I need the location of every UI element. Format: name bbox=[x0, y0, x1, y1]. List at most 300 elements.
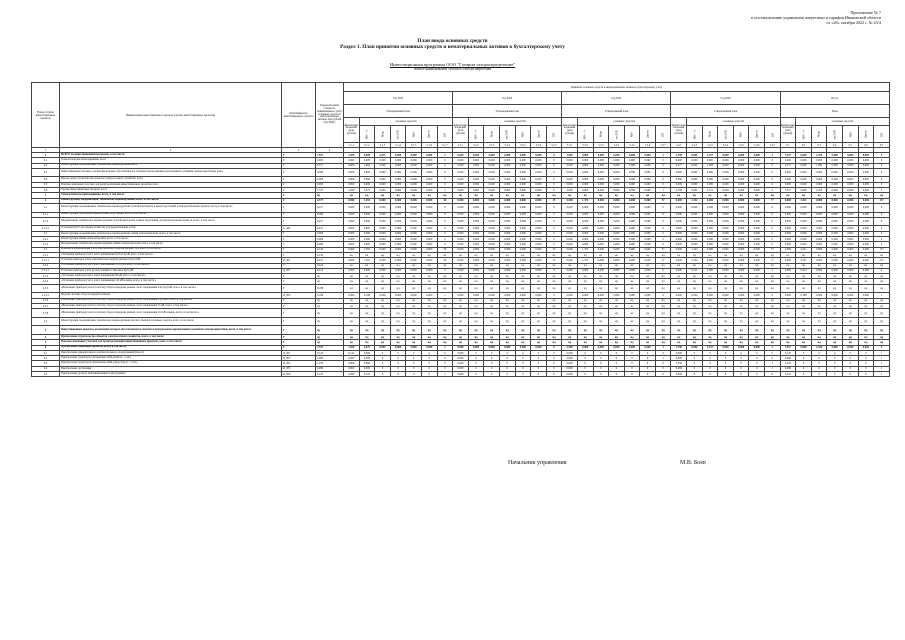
table-cell: 0 bbox=[609, 350, 625, 355]
table-cell: 0 bbox=[874, 182, 890, 187]
table-cell: нд bbox=[421, 317, 437, 326]
table-cell: нд bbox=[406, 340, 422, 345]
table-cell: 0 bbox=[484, 356, 500, 361]
table-cell: 0 bbox=[406, 372, 422, 377]
table-cell: 0,000 bbox=[421, 217, 437, 226]
table-cell: 2 bbox=[765, 345, 781, 350]
table-cell: 0,000 bbox=[624, 217, 640, 226]
header-column-number: 5.3.3 bbox=[593, 143, 609, 148]
table-cell: 0,000 bbox=[484, 226, 500, 231]
table-cell: 0,000 bbox=[733, 217, 749, 226]
header-unit-column: МВ×А bbox=[468, 126, 484, 143]
row-initial-cost: 0,000 bbox=[316, 242, 344, 247]
table-cell: 0,000 bbox=[531, 212, 547, 217]
table-cell: нд bbox=[687, 309, 703, 318]
table-cell: нд bbox=[531, 317, 547, 326]
table-cell: нд bbox=[577, 252, 593, 257]
table-cell: 0,000 bbox=[843, 163, 859, 168]
table-cell: 0 bbox=[843, 361, 859, 366]
table-cell: нд bbox=[499, 334, 515, 339]
header-column-number: 5.3.2 bbox=[577, 143, 593, 148]
table-cell: 0 bbox=[437, 237, 453, 242]
header-year: Год 2026 bbox=[671, 92, 780, 105]
row-project-name: Инвестиционные проекты, реализация которых обуславливается схемами и программами перспективного развития электроэнергетики, всего bbox=[60, 168, 282, 177]
table-cell: нд bbox=[827, 274, 843, 279]
table-cell: нд bbox=[562, 263, 578, 268]
header-column-number: 5.4.3 bbox=[702, 143, 718, 148]
table-cell: нд bbox=[390, 298, 406, 303]
table-cell: 0 bbox=[640, 366, 656, 371]
table-cell: 0,000 bbox=[827, 217, 843, 226]
table-cell: нд bbox=[531, 309, 547, 318]
table-cell: 0,000 bbox=[484, 182, 500, 187]
table-cell: нд bbox=[733, 326, 749, 335]
table-cell: 0,000 bbox=[499, 226, 515, 231]
table-cell: 0,145 bbox=[780, 350, 796, 355]
table-cell: 0,000 bbox=[453, 258, 469, 263]
row-number: 6.2 bbox=[32, 356, 60, 361]
table-cell: 0,000 bbox=[640, 268, 656, 273]
table-cell: нд bbox=[577, 309, 593, 318]
table-cell: 2,900 bbox=[562, 153, 578, 158]
row-number: 2.4 bbox=[32, 317, 60, 326]
table-cell: 0,000 bbox=[453, 163, 469, 168]
table-cell: нд bbox=[468, 317, 484, 326]
table-cell: нд bbox=[843, 309, 859, 318]
table-cell: 0,000 bbox=[593, 198, 609, 203]
table-cell: нд bbox=[702, 284, 718, 293]
table-cell: нд bbox=[858, 340, 874, 345]
table-cell: 0 bbox=[640, 350, 656, 355]
table-cell: 0 bbox=[577, 356, 593, 361]
table-cell: 0,000 bbox=[624, 198, 640, 203]
table-cell: 0,000 bbox=[593, 258, 609, 263]
table-cell: 0,000 bbox=[375, 168, 391, 177]
header-unit-column: км ЛЭП bbox=[499, 126, 515, 143]
header-unit-column: км ЛЭП bbox=[390, 126, 406, 143]
table-cell: 1,393 bbox=[359, 198, 375, 203]
table-cell: нд bbox=[780, 279, 796, 284]
table-cell: нд bbox=[593, 340, 609, 345]
table-cell: 0,000 bbox=[827, 212, 843, 217]
table-cell: 0,000 bbox=[499, 231, 515, 236]
table-cell: 0,000 bbox=[671, 198, 687, 203]
table-cell: 0,000 bbox=[796, 237, 812, 242]
table-cell: 1 bbox=[437, 293, 453, 298]
table-cell: 0 bbox=[546, 237, 562, 242]
table-cell: 0,000 bbox=[453, 226, 469, 231]
table-cell: 0,000 bbox=[843, 153, 859, 158]
table-cell: 0,000 bbox=[671, 203, 687, 212]
table-cell: нд bbox=[811, 274, 827, 279]
table-cell: нд bbox=[609, 193, 625, 198]
table-cell: 0,000 bbox=[624, 293, 640, 298]
table-cell: 0,000 bbox=[827, 268, 843, 273]
table-cell: 0,000 bbox=[843, 182, 859, 187]
table-cell: нд bbox=[811, 193, 827, 198]
table-cell: нд bbox=[702, 274, 718, 279]
table-cell: 0 bbox=[827, 372, 843, 377]
table-cell: 0,000 bbox=[687, 203, 703, 212]
table-cell: 0,000 bbox=[718, 231, 734, 236]
header-unit-column: Мвар bbox=[811, 126, 827, 143]
table-cell: нд bbox=[499, 252, 515, 257]
table-cell: нд bbox=[749, 284, 765, 293]
table-cell: нд bbox=[874, 279, 890, 284]
table-cell: 0,000 bbox=[515, 168, 531, 177]
table-cell: 0,000 bbox=[749, 258, 765, 263]
table-cell: 0,000 bbox=[718, 212, 734, 217]
table-cell: 0,000 bbox=[484, 217, 500, 226]
table-cell: 0,000 bbox=[577, 168, 593, 177]
table-cell: нд bbox=[437, 284, 453, 293]
table-cell: 0,000 bbox=[515, 242, 531, 247]
table-cell: 0,000 bbox=[390, 182, 406, 187]
table-cell: 0,000 bbox=[577, 242, 593, 247]
table-cell: 2,798 bbox=[671, 188, 687, 193]
table-cell: 0 bbox=[531, 350, 547, 355]
table-cell: 1 bbox=[655, 188, 671, 193]
table-cell: 0,000 bbox=[609, 182, 625, 187]
table-cell: 4 bbox=[874, 268, 890, 273]
table-cell: нд bbox=[624, 334, 640, 339]
table-cell: 0 bbox=[655, 163, 671, 168]
table-cell: 0,000 bbox=[733, 258, 749, 263]
row-project-id: Г bbox=[282, 340, 316, 345]
table-cell: нд bbox=[484, 334, 500, 339]
table-cell: 1,342 bbox=[687, 198, 703, 203]
row-number: 2.3.1 bbox=[32, 252, 60, 257]
table-cell: нд bbox=[593, 326, 609, 335]
row-project-id: Г bbox=[282, 198, 316, 203]
table-cell: 0 bbox=[874, 168, 890, 177]
table-cell: 0 bbox=[546, 188, 562, 193]
table-cell: нд bbox=[468, 298, 484, 303]
table-cell: 0,000 bbox=[515, 226, 531, 231]
table-cell: 0,000 bbox=[733, 182, 749, 187]
table-cell: 7,557 bbox=[780, 153, 796, 158]
table-cell: 0,000 bbox=[811, 237, 827, 242]
table-cell: нд bbox=[562, 340, 578, 345]
table-cell: нд bbox=[468, 279, 484, 284]
header-unit-column: МВ×А bbox=[577, 126, 593, 143]
table-cell: 0,000 bbox=[733, 242, 749, 247]
table-cell: нд bbox=[499, 326, 515, 335]
table-cell: нд bbox=[375, 309, 391, 318]
table-cell: 0 bbox=[593, 366, 609, 371]
table-cell: 0,000 bbox=[468, 345, 484, 350]
table-cell: нд bbox=[843, 298, 859, 303]
table-cell: 1,259 bbox=[780, 361, 796, 366]
table-cell: 1,084 bbox=[702, 163, 718, 168]
table-cell: 0,000 bbox=[484, 345, 500, 350]
table-cell: 0,000 bbox=[843, 268, 859, 273]
table-cell: 2,475 bbox=[375, 153, 391, 158]
table-cell: 0,000 bbox=[609, 158, 625, 163]
table-cell: 0,000 bbox=[390, 242, 406, 247]
table-cell: 35 bbox=[546, 247, 562, 252]
row-project-name: Реконструкция, модернизация, техническое перевооружение прочих объектов основных средств, всего, в том числе: bbox=[60, 317, 282, 326]
table-cell: нд bbox=[796, 274, 812, 279]
table-cell: 0 bbox=[484, 350, 500, 355]
table-cell: нд bbox=[468, 252, 484, 257]
table-cell: нд bbox=[344, 193, 360, 198]
table-cell: 1 bbox=[874, 350, 890, 355]
header-unit-column: ШТ bbox=[874, 126, 890, 143]
table-cell: 0,000 bbox=[858, 231, 874, 236]
table-cell: нд bbox=[546, 326, 562, 335]
table-cell: 0,000 bbox=[499, 242, 515, 247]
row-initial-cost: 1,259 bbox=[316, 361, 344, 366]
row-number: 2.2.2 bbox=[32, 242, 60, 247]
table-cell: нд bbox=[593, 334, 609, 339]
table-cell: 0,000 bbox=[593, 163, 609, 168]
row-project-name: Приобретение ручного механизированного инструмента bbox=[60, 372, 282, 377]
table-cell: 0,000 bbox=[811, 212, 827, 217]
table-cell: нд bbox=[687, 317, 703, 326]
header-column-number: 5.4.4 bbox=[718, 143, 734, 148]
table-cell: 0 bbox=[546, 212, 562, 217]
table-cell: 0,000 bbox=[406, 231, 422, 236]
table-cell: 0,000 bbox=[515, 198, 531, 203]
header-column-number: 5.4.6 bbox=[749, 143, 765, 148]
table-cell: нд bbox=[609, 309, 625, 318]
table-cell: нд bbox=[609, 303, 625, 308]
table-cell: 0,000 bbox=[718, 153, 734, 158]
table-cell: 0,000 bbox=[531, 268, 547, 273]
table-cell: 0,000 bbox=[780, 168, 796, 177]
row-initial-cost: нд bbox=[316, 274, 344, 279]
table-cell: нд bbox=[577, 326, 593, 335]
table-cell: 0,489 bbox=[671, 366, 687, 371]
table-cell: нд bbox=[687, 334, 703, 339]
table-cell: 0,000 bbox=[702, 242, 718, 247]
table-cell: нд bbox=[531, 340, 547, 345]
table-cell: 0,000 bbox=[702, 217, 718, 226]
table-cell: 0 bbox=[546, 203, 562, 212]
table-cell: 0 bbox=[437, 168, 453, 177]
row-number: 2.3 bbox=[32, 247, 60, 252]
header-unit-column: Другое bbox=[531, 126, 547, 143]
row-number: 2.3.2 bbox=[32, 263, 60, 268]
table-cell: 0 bbox=[655, 212, 671, 217]
header-plan-label: Утвержденный план bbox=[562, 105, 671, 118]
table-cell: 0 bbox=[546, 345, 562, 350]
table-cell: нд bbox=[499, 284, 515, 293]
table-cell: нд bbox=[453, 326, 469, 335]
table-cell: нд bbox=[718, 284, 734, 293]
section-title: Раздел 1. План принятия основных средств и нематериальных активов к бухгалтерскому учету bbox=[340, 44, 565, 50]
table-cell: 0,000 bbox=[390, 153, 406, 158]
table-cell: нд bbox=[344, 274, 360, 279]
table-cell: нд bbox=[733, 193, 749, 198]
table-cell: 0,000 bbox=[640, 163, 656, 168]
table-cell: 0 bbox=[827, 356, 843, 361]
table-cell: 0 bbox=[733, 366, 749, 371]
header-unit-column: МВт bbox=[624, 126, 640, 143]
table-cell: 2 bbox=[437, 153, 453, 158]
header-unit-column: км ЛЭП bbox=[718, 126, 734, 143]
table-cell: нд bbox=[406, 298, 422, 303]
row-number: 0.5 bbox=[32, 182, 60, 187]
table-cell: нд bbox=[437, 263, 453, 268]
table-cell: 0,000 bbox=[515, 247, 531, 252]
table-cell: нд bbox=[406, 263, 422, 268]
table-cell: 0,000 bbox=[687, 182, 703, 187]
table-cell: 0 bbox=[765, 350, 781, 355]
table-cell: нд bbox=[687, 284, 703, 293]
table-cell: 0,000 bbox=[749, 242, 765, 247]
appendix-block bbox=[711, 10, 881, 25]
row-project-name: Модернизация, техническое перевооружение линий электропередачи, всего, в том числе: bbox=[60, 242, 282, 247]
table-cell: 0,000 bbox=[609, 153, 625, 158]
table-cell: 0,000 bbox=[577, 158, 593, 163]
table-cell: 0,000 bbox=[484, 163, 500, 168]
table-cell: нд bbox=[780, 309, 796, 318]
table-cell: 0 bbox=[811, 366, 827, 371]
table-cell: 0 bbox=[484, 366, 500, 371]
table-cell: нд bbox=[624, 340, 640, 345]
row-initial-cost: 7,557 bbox=[316, 153, 344, 158]
row-project-name: «Установка приборов учета, класс напряжения 110 кВ и выше, всего, в том числе:» bbox=[60, 279, 282, 284]
table-cell: 35 bbox=[546, 258, 562, 263]
header-column-number: 5.3.6 bbox=[640, 143, 656, 148]
table-cell: нд bbox=[531, 193, 547, 198]
table-cell: нд bbox=[624, 284, 640, 293]
table-cell: нд bbox=[453, 263, 469, 268]
row-project-id: Г bbox=[282, 203, 316, 212]
table-cell: 0,000 bbox=[421, 242, 437, 247]
table-cell: 0 bbox=[546, 217, 562, 226]
table-cell: нд bbox=[811, 298, 827, 303]
table-cell: 0,000 bbox=[531, 198, 547, 203]
table-cell: 0,000 bbox=[499, 182, 515, 187]
table-cell: 0,000 bbox=[593, 217, 609, 226]
table-cell: 0,000 bbox=[718, 168, 734, 177]
table-cell: нд bbox=[687, 326, 703, 335]
table-cell: нд bbox=[562, 193, 578, 198]
table-cell: нд bbox=[874, 193, 890, 198]
table-cell: 0,000 bbox=[858, 188, 874, 193]
table-header bbox=[32, 83, 890, 153]
table-cell: нд bbox=[811, 317, 827, 326]
table-cell: 0 bbox=[874, 177, 890, 182]
table-cell: 0,000 bbox=[811, 226, 827, 231]
header-unit-column: ШТ bbox=[437, 126, 453, 143]
table-cell: 0,000 bbox=[733, 198, 749, 203]
table-cell: 0 bbox=[765, 158, 781, 163]
table-cell: 0,000 bbox=[733, 268, 749, 273]
table-cell: нд bbox=[562, 298, 578, 303]
table-cell: 0,000 bbox=[593, 203, 609, 212]
header-unit-column: МВт bbox=[515, 126, 531, 143]
table-cell: 1 bbox=[874, 293, 890, 298]
row-project-id: И_004 bbox=[282, 361, 316, 366]
table-cell: нд bbox=[390, 340, 406, 345]
row-number: 4 bbox=[32, 334, 60, 339]
table-cell: нд bbox=[421, 193, 437, 198]
header-unit-column: МВт bbox=[406, 126, 422, 143]
table-cell: 0,000 bbox=[609, 226, 625, 231]
table-cell: нд bbox=[827, 317, 843, 326]
table-cell: 0,000 bbox=[484, 168, 500, 177]
table-cell: 2,900 bbox=[562, 188, 578, 193]
table-cell: нд bbox=[359, 279, 375, 284]
table-cell: 0,000 bbox=[453, 212, 469, 217]
table-cell: 0,000 bbox=[344, 212, 360, 217]
table-cell: 0,000 bbox=[468, 198, 484, 203]
header-column-number: 5.1.3 bbox=[375, 143, 391, 148]
table-cell: нд bbox=[655, 317, 671, 326]
table-cell: нд bbox=[671, 193, 687, 198]
table-cell: 0,000 bbox=[359, 226, 375, 231]
table-cell: 0,000 bbox=[609, 163, 625, 168]
row-number: 2.3.7 bbox=[32, 303, 60, 308]
table-cell: 0,000 bbox=[344, 198, 360, 203]
row-number: 6.5 bbox=[32, 372, 60, 377]
table-cell: нд bbox=[671, 298, 687, 303]
row-project-name: Реконструкция трансформаторных и иных подстанций, всего, в том числе: bbox=[60, 212, 282, 217]
table-cell: 0,000 bbox=[671, 182, 687, 187]
table-cell: 0,000 bbox=[531, 182, 547, 187]
table-cell: нд bbox=[749, 340, 765, 345]
table-cell: 0,000 bbox=[421, 226, 437, 231]
table-cell: 0,000 bbox=[344, 168, 360, 177]
table-cell: 0,000 bbox=[827, 226, 843, 231]
table-cell: 1,859 bbox=[344, 188, 360, 193]
table-cell: 0,000 bbox=[702, 231, 718, 236]
table-cell: 0,000 bbox=[515, 345, 531, 350]
table-cell: 0,000 bbox=[827, 242, 843, 247]
table-cell: 2,475 bbox=[359, 188, 375, 193]
table-cell: 0,000 bbox=[344, 158, 360, 163]
table-cell: 0,000 bbox=[858, 198, 874, 203]
table-cell: нд bbox=[843, 252, 859, 257]
table-cell: нд bbox=[780, 326, 796, 335]
row-initial-cost: нд bbox=[316, 193, 344, 198]
row-initial-cost: 0,000 bbox=[316, 237, 344, 242]
table-cell: 0,000 bbox=[671, 247, 687, 252]
table-cell: 0 bbox=[390, 361, 406, 366]
table-cell: нд bbox=[765, 340, 781, 345]
table-cell: 0,188 bbox=[359, 293, 375, 298]
table-cell: нд bbox=[858, 279, 874, 284]
table-cell: 0 bbox=[624, 372, 640, 377]
table-cell: 0 bbox=[640, 361, 656, 366]
table-cell: 0 bbox=[811, 356, 827, 361]
table-cell: 0,000 bbox=[468, 153, 484, 158]
row-initial-cost: 0,188 bbox=[316, 293, 344, 298]
row-initial-cost: нд bbox=[316, 298, 344, 303]
table-cell: 0,000 bbox=[453, 188, 469, 193]
table-cell: 0,000 bbox=[609, 203, 625, 212]
table-cell: нд bbox=[531, 326, 547, 335]
row-initial-cost: 0,457 bbox=[316, 258, 344, 263]
table-row bbox=[32, 372, 890, 377]
table-cell: 0,000 bbox=[593, 153, 609, 158]
table-cell: 0,000 bbox=[359, 158, 375, 163]
table-cell: нд bbox=[733, 263, 749, 268]
table-cell: 0,000 bbox=[718, 158, 734, 163]
table-cell: 0,000 bbox=[375, 237, 391, 242]
table-cell: 0,000 bbox=[702, 268, 718, 273]
table-cell: нд bbox=[344, 303, 360, 308]
table-cell: 0,000 bbox=[624, 345, 640, 350]
table-cell: нд bbox=[468, 340, 484, 345]
table-cell: нд bbox=[640, 340, 656, 345]
table-cell: 0,000 bbox=[593, 212, 609, 217]
table-cell: 0,000 bbox=[687, 226, 703, 231]
